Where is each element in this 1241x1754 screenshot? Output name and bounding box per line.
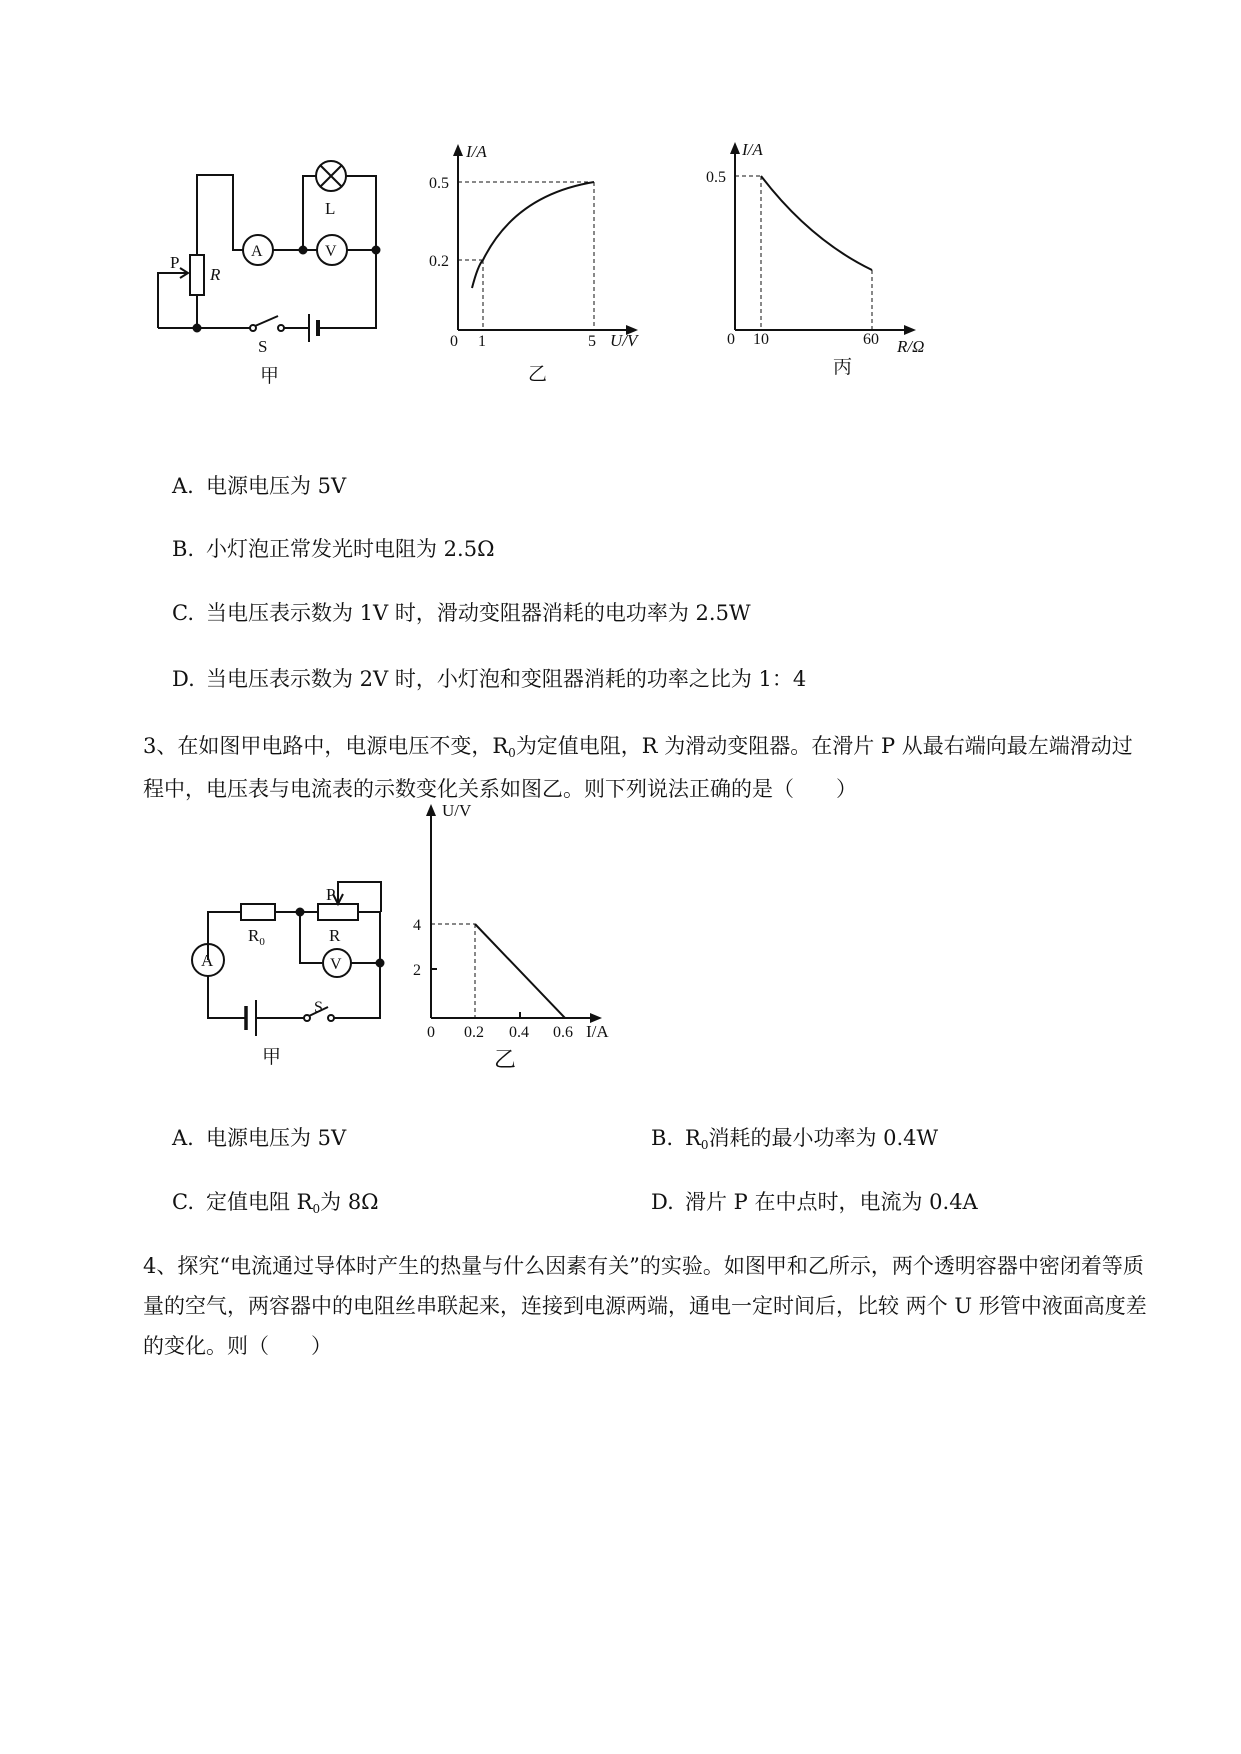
line-yi-2 xyxy=(475,924,565,1018)
curve-yi xyxy=(472,182,594,288)
option-text-pre: 定值电阻 R xyxy=(206,1190,313,1214)
voltmeter-label: V xyxy=(325,243,337,260)
bing-ylabel: I/A xyxy=(742,140,763,159)
curve-bing xyxy=(761,176,872,270)
figure-2-svg xyxy=(180,801,720,1080)
r-label: R xyxy=(329,926,341,945)
graph2-ytick-4: 4 xyxy=(413,917,421,934)
yi-xtick-5: 5 xyxy=(588,333,596,350)
caption-yi-1: 乙 xyxy=(528,364,548,385)
q3-option-a[interactable] xyxy=(172,1123,346,1153)
bing-origin: 0 xyxy=(727,331,735,348)
bing-xtick-60: 60 xyxy=(863,331,879,348)
option-text-pre: R xyxy=(685,1126,701,1150)
yi-origin: 0 xyxy=(450,333,458,350)
graph-bing-1 xyxy=(730,142,916,335)
graph-yi-1 xyxy=(453,144,638,335)
q3-option-b[interactable] xyxy=(651,1123,938,1156)
option-key: C. xyxy=(172,601,194,625)
graph2-xtick-02: 0.2 xyxy=(464,1024,484,1041)
ammeter-label-2: A xyxy=(201,951,214,970)
option-text-post: 为 8Ω xyxy=(320,1190,379,1214)
option-text: 当电压表示数为 2V 时，小灯泡和变阻器消耗的功率之比为 1：4 xyxy=(206,667,807,691)
option-key: A. xyxy=(172,474,194,498)
ammeter-label: A xyxy=(251,243,263,260)
switch-label: S xyxy=(258,337,268,356)
option-key: D. xyxy=(651,1190,674,1214)
graph2-xtick-06: 0.6 xyxy=(553,1024,573,1041)
graph2-xtick-04: 0.4 xyxy=(509,1024,529,1041)
option-key: C. xyxy=(172,1190,194,1214)
figure-2 xyxy=(180,801,720,1084)
graph2-ytick-2: 2 xyxy=(413,962,421,979)
yi-ytick-02: 0.2 xyxy=(429,253,449,270)
option-text: 电源电压为 5V xyxy=(206,1126,347,1150)
option-text: 当电压表示数为 1V 时，滑动变阻器消耗的电功率为 2.5W xyxy=(206,601,751,625)
figure-1 xyxy=(150,140,960,404)
yi-xtick-1: 1 xyxy=(478,333,486,350)
r0-label: $R_0$ xyxy=(248,926,265,948)
q3-stem xyxy=(143,726,1151,809)
option-key: B. xyxy=(651,1126,674,1150)
graph2-ylabel: U/V xyxy=(442,801,472,820)
yi-ytick-05: 0.5 xyxy=(429,175,449,192)
option-text: 小灯泡正常发光时电阻为 2.5Ω xyxy=(206,537,495,561)
q2-option-b[interactable] xyxy=(172,534,494,564)
graph-yi-2 xyxy=(426,804,602,1023)
switch-label-2: S xyxy=(314,999,323,1016)
q3-option-d[interactable] xyxy=(651,1187,978,1217)
slider-label-2: P xyxy=(326,885,336,904)
option-text: 电源电压为 5V xyxy=(206,474,347,498)
q4-stem: 4、探究“电流通过导体时产生的热量与什么因素有关”的实验。如图甲和乙所示，两个透明容器中密闭着等质量的空气，两容器中的电阻丝串联起来，连接到电源两端，通电一定时间后，比较 两个 U 形管中液面高度差的变化。则（ ） xyxy=(143,1254,1147,1358)
caption-yi-2: 乙 xyxy=(494,1047,517,1072)
caption-jia-2: 甲 xyxy=(262,1047,282,1068)
graph2-origin: 0 xyxy=(427,1024,435,1041)
q2-option-a[interactable] xyxy=(172,471,346,501)
circuit-jia-2 xyxy=(192,882,384,1036)
figure-1-svg xyxy=(150,140,960,400)
q3-option-c[interactable] xyxy=(172,1187,379,1220)
option-text: 滑片 P 在中点时，电流为 0.4A xyxy=(685,1190,978,1214)
voltmeter-label-2: V xyxy=(330,956,342,973)
caption-bing-1: 丙 xyxy=(833,357,853,378)
yi-xlabel: U/V xyxy=(610,331,638,350)
caption-jia-1: 甲 xyxy=(260,366,280,387)
graph2-xlabel: I/A xyxy=(586,1022,609,1041)
option-key: B. xyxy=(172,537,195,561)
option-key: D. xyxy=(172,667,195,691)
yi-ylabel: I/A xyxy=(466,142,487,161)
slider-label: P xyxy=(170,253,180,272)
circuit-jia-1 xyxy=(158,161,380,342)
q3-stem-part1: 3、在如图甲电路中，电源电压不变，R xyxy=(143,734,509,758)
q2-option-d[interactable] xyxy=(172,664,806,694)
bing-ytick-05: 0.5 xyxy=(706,169,726,186)
bing-xlabel: R/Ω xyxy=(897,337,925,356)
option-text-sub: 0 xyxy=(700,1138,709,1152)
option-text-sub: 0 xyxy=(312,1202,321,1216)
option-text-post: 消耗的最小功率为 0.4W xyxy=(708,1126,939,1150)
resistor-label: R xyxy=(210,265,221,284)
q2-option-c[interactable] xyxy=(172,598,751,628)
q3-stem-part2: 为定值电阻，R 为滑动变阻器。在滑片 P 从最右端向最左端滑动过程中，电压表与电流表的示数变化关系如图乙。则下列说法正确的是（ ） xyxy=(143,734,1133,801)
q3-stem-sub: 0 xyxy=(508,746,516,760)
lamp-label: L xyxy=(325,199,336,218)
bing-xtick-10: 10 xyxy=(753,331,769,348)
option-key: A. xyxy=(172,1126,194,1150)
